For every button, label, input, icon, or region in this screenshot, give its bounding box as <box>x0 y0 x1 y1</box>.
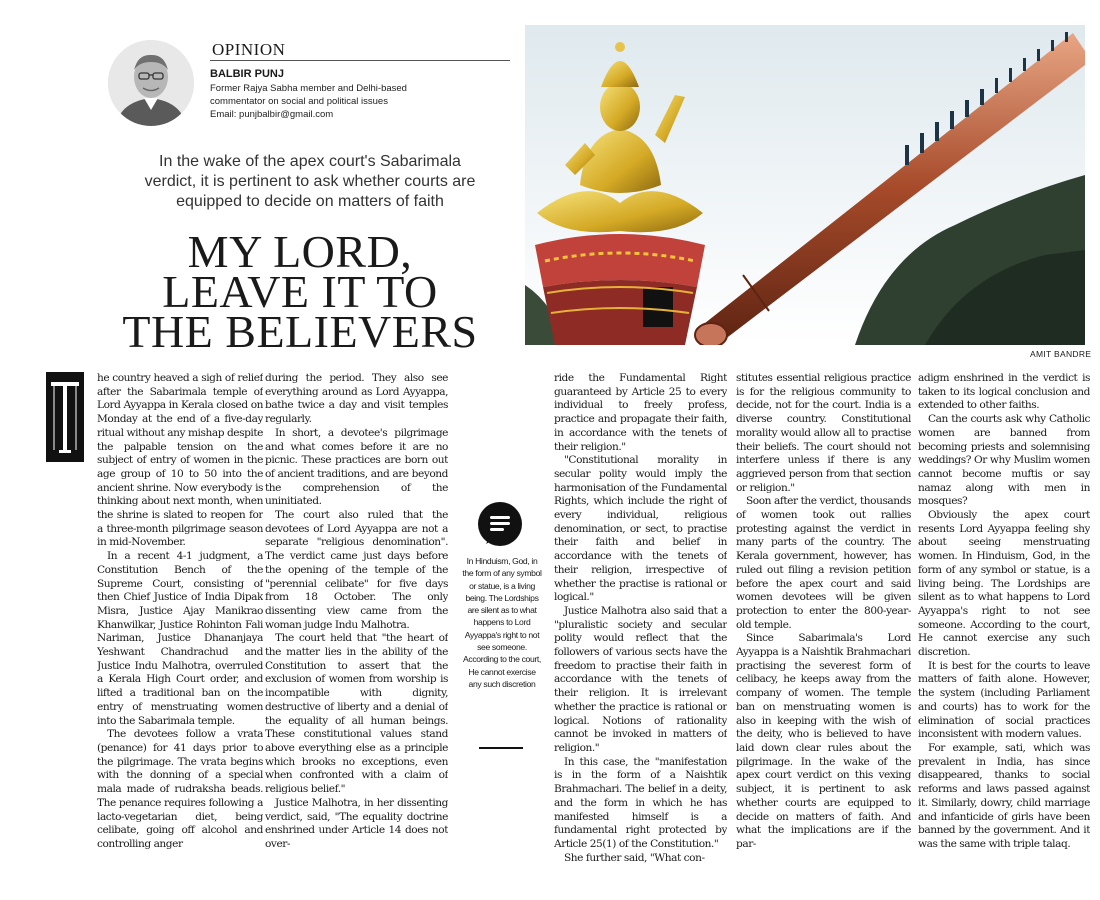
author-email: Email: punjbalbir@gmail.com <box>210 109 334 120</box>
pull-quote: In Hinduism, God, in the form of any symbol or statue, is a living being. The Lordships are silent as to what happens to Lord Ayyappa's right to not see someone. According to the court, He cannot exercise any such discretion <box>462 556 542 689</box>
paragraph: In a recent 4-1 judgment, a Constitution Bench of the Supreme Court, consisting of then Chief Justice of India Dipak Misra, Justice Ajay Manikrao Khanwilkar, Justice Rohinton Fali Nariman, Justice Dhananjaya Yeshwant Chandrachud and Justice Indu Malhotra, overruled a Kerala High Court order, and lifted a traditional ban on the entry of menstruating women into the Sabarimala temple. <box>97 550 263 727</box>
paragraph: Justice Malhotra also said that a "pluralistic society and secular polity would reflect that the followers of various sects have the freedom to practise their faith in accordance with the tenets of their religion. It is irrelevant whether the practice is rational or logical. Notions of rationality cannot be invoked in matters of religion." <box>554 604 727 754</box>
paragraph: Soon after the verdict, thousands of women took out rallies protesting against the verdict in many parts of the country. The Kerala government, however, has ruled out filing a revision petition before the apex court and said women devotees will be given protection to enter the 800-year-old temple. <box>736 495 911 631</box>
paragraph: In this case, the "manifestation is in the form of a Naishtik Brahmachari. The belief in a deity, and the form in which he has manifested himself is a fundamental right protected by Article 25(1) of the Constitution." <box>554 755 727 850</box>
headline <box>80 226 520 357</box>
paragraph: It is best for the courts to leave matters of faith alone. However, the system (including Parliament and courts) has to work for the elimination of social practices inconsistent with modern values. <box>918 659 1090 741</box>
paragraph: during the period. They also see everything around as Lord Ayyappa, bathe twice a day and visit temples regularly. <box>265 372 448 426</box>
headline-line: THE BELIEVERS <box>122 306 478 357</box>
paragraph: stitutes essential religious practice is for the religious community to decide, not for the court. India is a diverse country. Constitutional morality would allow all to practise their beliefs. The court should not interfere unless if there is any aggrieved person from that section or religion." <box>736 372 911 494</box>
paragraph: For example, sati, which was prevalent in India, has since disappeared, thanks to social reforms and laws passed against it. Similarly, dowry, child marriage and infanticide of girls have been banned by the government. And it was the same with triple talaq. <box>918 741 1090 850</box>
paragraph: The court held that "the heart of the matter lies in the ability of the Constitution to assert that the exclusion of women from worship is incompatible with dignity, destructive of liberty and a denial of the equality of all human beings. These constitutional values stand above everything else as a principle which brooks no exceptions, even when confronted with a claim of religious belief." <box>265 632 448 796</box>
author-name: BALBIR PUNJ <box>210 68 284 80</box>
dropcap-t <box>46 372 84 462</box>
standfirst-line: equipped to decide on matters of faith <box>176 193 444 210</box>
standfirst-line: verdict, it is pertinent to ask whether courts are <box>144 173 476 190</box>
standfirst-line: In the wake of the apex court's Sabarimala <box>159 153 461 170</box>
artist-credit: AMIT BANDRE <box>1030 349 1092 359</box>
headline-line: LEAVE IT TO <box>162 266 438 317</box>
author-bio-line: Former Rajya Sabha member and Delhi-based <box>210 83 407 94</box>
paragraph: In short, a devotee's pilgrimage and what comes before it are no picnic. These practices are born out of ancient traditions, and are beyond the comprehension of the uninitiated. <box>265 426 448 508</box>
pull-quote-rule <box>479 747 523 749</box>
article-column-3 <box>554 372 727 890</box>
paragraph: he country heaved a sigh of relief after the Sabarimala temple of Lord Ayyappa in Kerala closed on Monday at the end of a five-day ritual without any mishap despite the palpable tension on the subject of entry of women in the age group of 10 to 50 into the ancient shrine. Now everybody is thinking about next month, when the shrine is slated to reopen for a three-month pilgrimage season in mid-November. <box>97 372 263 549</box>
section-label: OPINION <box>212 40 286 59</box>
article-illustration <box>525 25 1085 345</box>
article-column-2 <box>265 372 448 890</box>
paragraph: The court also ruled that the devotees of Lord Ayyappa are not a separate "religious denomination". The verdict came just days before the opening of the temple of the "perennial celibate" for five days from 18 October. The only dissenting view came from the woman judge Indu Malhotra. <box>265 509 448 631</box>
headline-line: MY LORD, <box>187 226 413 277</box>
author-photo <box>108 40 194 126</box>
article-column-1 <box>97 372 263 890</box>
paragraph: "Constitutional morality in secular polity would imply the harmonisation of the Fundamental Rights, which include the right of every individual, religious denomination, or sect, to practise their faith and belief in accordance with the tenets of their religion, irrespective of whether the practise is rational or logical." <box>554 454 727 604</box>
paragraph: Can the courts ask why Catholic women are banned from becoming priests and solemnising weddings? Or why Muslim women cannot become muftis or say namaz along with men in mosques? <box>918 413 1090 508</box>
paragraph: adigm enshrined in the verdict is taken to its logical conclusion and extended to other faiths. <box>918 372 1090 412</box>
paragraph: ride the Fundamental Right guaranteed by Article 25 to every individual to freely profess, practice and propagate their faith, in accordance with the tenets of their religion." <box>554 372 727 453</box>
standfirst <box>110 152 510 212</box>
paragraph: Since Sabarimala's Lord Ayyappa is a Naishtik Brahmachari practising the severest form of celibacy, he keeps away from the company of women. The temple ban on menstruating women is also in keeping with the wish of the deity, who is believed to have laid down clear rules about the pilgrimage. In the wake of the apex court verdict on this vexing subject, it is pertinent to ask whether courts are equipped to decide on matters of faith. And what the implications are if the par- <box>736 632 911 850</box>
author-bio-line: commentator on social and political issues <box>210 96 388 107</box>
speech-bubble-icon <box>476 500 524 548</box>
section-rule <box>210 60 510 61</box>
article-column-5 <box>918 372 1090 890</box>
paragraph: The devotees follow a vrata (penance) for 41 days prior to the pilgrimage. The vrata begins with the donning of a special mala made of rudraksha beads. The penance requires following a lacto-vegetarian diet, being celibate, going off alcohol and controlling anger <box>97 728 263 850</box>
paragraph: Obviously the apex court resents Lord Ayyappa feeling shy about seeing menstruating women. In Hinduism, God, in the form of any symbol or statue, is a living being. The Lordships are silent as to what happens to Lord Ayyappa's right to not see someone. According to the court, He cannot exercise any such discretion. <box>918 509 1090 659</box>
paragraph: Justice Malhotra, in her dissenting verdict, said, "The equality doctrine enshrined under Article 14 does not over- <box>265 796 448 850</box>
article-column-4 <box>736 372 911 890</box>
paragraph: She further said, "What con- <box>564 851 705 864</box>
